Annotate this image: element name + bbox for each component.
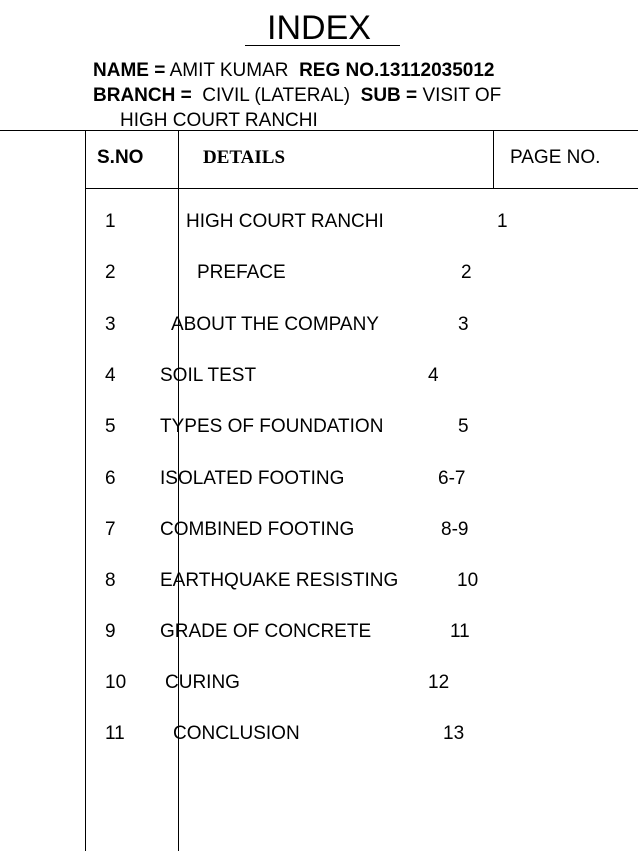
table-left-border (85, 130, 86, 851)
row-4-details: SOIL TEST (160, 365, 257, 386)
reg-label: REG NO. (299, 60, 380, 81)
row-4-page: 4 (428, 365, 439, 386)
row-6-page: 6-7 (438, 468, 466, 489)
table-header-border (85, 188, 638, 189)
row-11-page: 13 (443, 723, 465, 744)
table-page-divider (493, 130, 494, 188)
row-9-sno: 9 (105, 621, 116, 642)
row-10-page: 12 (428, 672, 450, 693)
row-8-details: EARTHQUAKE RESISTING (160, 570, 399, 591)
row-1-sno: 1 (105, 211, 116, 232)
row-7-page: 8-9 (441, 519, 469, 540)
row-6-sno: 6 (105, 468, 116, 489)
row-7-sno: 7 (105, 519, 116, 540)
branch-line (93, 85, 501, 107)
branch-label: BRANCH = (93, 85, 192, 106)
page-title: INDEX (267, 9, 371, 47)
reg-value: 13112035012 (379, 60, 495, 81)
row-5-sno: 5 (105, 416, 116, 437)
column-header-sno: S.NO (97, 147, 144, 168)
row-1-details: HIGH COURT RANCHI (186, 211, 384, 232)
row-7-details: COMBINED FOOTING (160, 519, 355, 540)
row-9-details: GRADE OF CONCRETE (160, 621, 372, 642)
sub-value-line2: HIGH COURT RANCHI (120, 110, 318, 131)
row-9-page: 11 (450, 621, 470, 642)
row-10-details: CURING (165, 672, 240, 693)
row-2-page: 2 (461, 262, 472, 283)
branch-value: CIVIL (LATERAL) (202, 85, 351, 106)
row-2-details: PREFACE (197, 262, 286, 283)
row-3-details: ABOUT THE COMPANY (171, 314, 379, 335)
name-line (93, 60, 494, 82)
row-11-sno: 11 (105, 723, 125, 744)
row-3-sno: 3 (105, 314, 116, 335)
sub-label: SUB = (360, 85, 418, 106)
row-3-page: 3 (458, 314, 469, 335)
row-8-page: 10 (457, 570, 479, 591)
row-6-details: ISOLATED FOOTING (160, 468, 345, 489)
row-5-details: TYPES OF FOUNDATION (160, 416, 384, 437)
row-10-sno: 10 (105, 672, 127, 693)
row-8-sno: 8 (105, 570, 116, 591)
name-value: AMIT KUMAR (169, 60, 289, 81)
row-5-page: 5 (458, 416, 469, 437)
name-label: NAME = (93, 60, 166, 81)
sub-value-line1: VISIT OF (422, 85, 502, 106)
row-1-page: 1 (497, 211, 508, 232)
column-header-details: DETAILS (203, 147, 286, 168)
table-top-border (0, 130, 638, 131)
row-2-sno: 2 (105, 262, 116, 283)
column-header-page: PAGE NO. (510, 147, 601, 168)
row-11-details: CONCLUSION (173, 723, 300, 744)
row-4-sno: 4 (105, 365, 116, 386)
title-underline (245, 45, 400, 46)
